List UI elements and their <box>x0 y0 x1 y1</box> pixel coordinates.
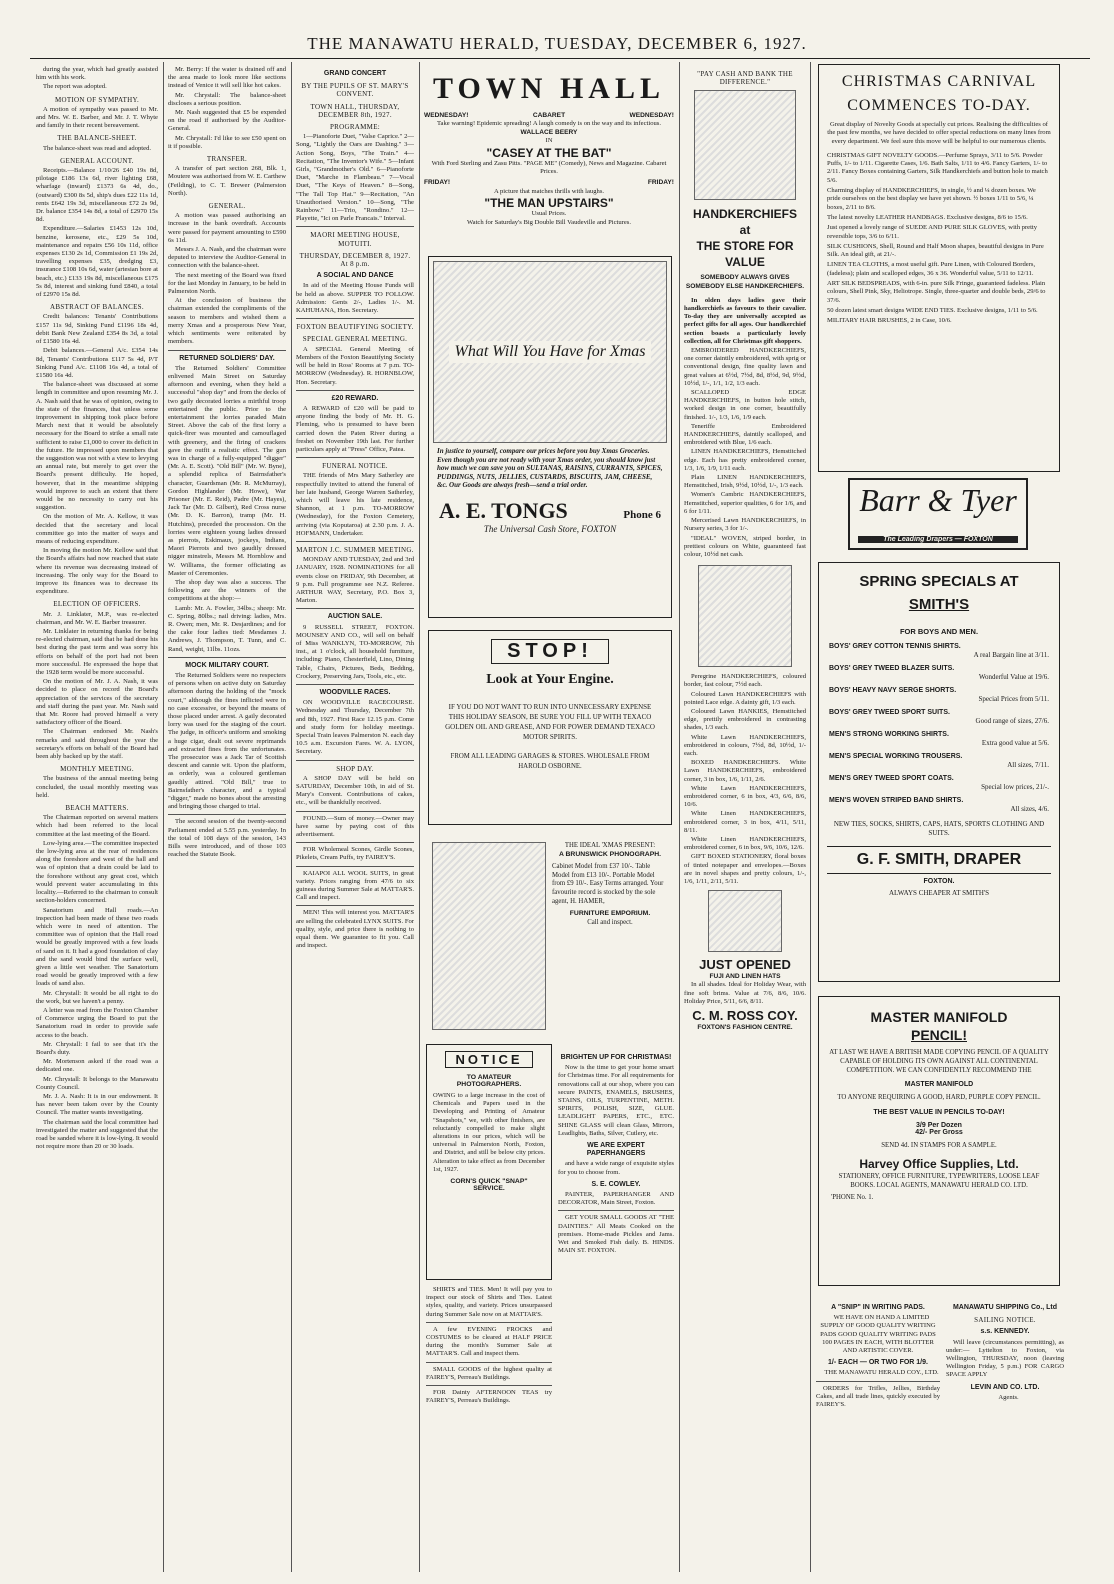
spring-item-name: MEN'S WOVEN STRIPED BAND SHIRTS. <box>829 797 964 804</box>
article-paragraph: A transfer of part section 268, Blk. 1, Moutere was authorised from W. E. Carthew (Feilding), to C. T. Brewer (Palmerston North). <box>168 165 286 197</box>
spring-item-price: All sizes, 7/11. <box>1007 761 1049 769</box>
wednesday-label: WEDNESDAY! <box>629 112 674 119</box>
ad-text: A SHOP DAY will be held on SATURDAY, December 10th, in aid of St. Mary's Convent. Contributions of cakes, etc., will be thankfully received. <box>296 774 414 807</box>
olden-text: In olden days ladies gave their handkerchiefs as favours to their cavalier. To-day they are universally accepted as perfect gifts for all ages. Our handkerchief section boasts a particularly lovely collection, all for Christmas gift shoppers. <box>684 296 806 345</box>
ad-text: THE friends of Mrs Mary Satherley are respectfully invited to attend the funeral of her late husband, George Warren Satherley, which will leave his late residence, Shannon, at 1 p.m. TO-MORROW (Wednesday), for the Foxton Cemetery, arriving (via Koputaroa) at 2.30 p.m. J. A. HOFMANN, Undertaker. <box>296 472 414 537</box>
carnival-item: ART SILK BEDSPREADS, with 6-in. pure Silk Fringe, guaranteed fadeless. Plain colours, Shell Pink, Sky, Heliotrope. Single, three-quarter and double beds, 29/6 to 37/6. <box>827 280 1046 304</box>
carnival-item: MILITARY HAIR BRUSHES, 2 in Case, 10/6. <box>827 317 952 325</box>
price-dozen: 3/9 Per Dozen <box>916 1122 962 1130</box>
barr-tyer-logo <box>848 478 1028 550</box>
section-heading: GENERAL ACCOUNT. <box>60 156 134 165</box>
ad-text: SHIRTS and TIES. Men! It will pay you to inspect our stock of Shirts and Ties. Latest styles, quality, and variety. Prices unsurpassed during Summer Sale now on at MATTAR'S. <box>426 1286 552 1318</box>
divider <box>296 457 414 458</box>
ad-text: Will leave (circumstances permitting), as under:— Lyttelton to Foxton, via Wellington, THURSDAY, noon (leaving Wellington Friday, 5 p.m.) FOR CARGO SPACE APPLY <box>946 1338 1064 1379</box>
ad-subheading: THURSDAY, DECEMBER 8, 1927. At 8 p.m. <box>299 251 411 269</box>
article-paragraph: Expenditure.—Salaries £1453 12s 10d, benzine, kerosene, etc., £29 5s 10d, maintenance and repairs £56 10s 11d, office expenses £130 2s 1d, Commission £1 19s 2d, travelling expenses £35, dredging £3, insurance £108 10s 6d, water (artesian bore at beach, etc.) £133 19s 8d, miscellaneous £175 5s 8d, interest and sinking fund £840, a total of £2970 15s 8d. <box>36 225 158 299</box>
xmas-banner: What Will You Have for Xmas <box>449 341 652 363</box>
ad-text: SMALL GOODS of the highest quality at FAIREY'S, Perreau's Buildings. <box>426 1365 552 1381</box>
harvey-name: Harvey Office Supplies, Ltd. <box>859 1157 1019 1172</box>
value-label: VALUE <box>725 255 765 270</box>
ad-text: and have a wide range of exquisite styles for you to choose from. <box>558 1160 674 1176</box>
hanky-heading: HANDKERCHIEFS <box>692 207 797 222</box>
phonograph-ad <box>428 838 672 1034</box>
carnival-text: Great display of Novelty Goods at specially cut prices. Realising the difficulties of the past few months, we have decided to offer special reductions on many lines from every department. We feel sure this move will be helpful to our numerous clients. <box>827 121 1051 145</box>
phonograph-copy <box>552 842 668 927</box>
texaco-ad <box>428 630 672 825</box>
spring-title-1: SPRING SPECIALS AT <box>859 573 1019 590</box>
fuji-hats: FUJI AND LINEN HATS <box>709 973 781 981</box>
article-paragraph: Mr. Chrystall: It belongs to the Manawatu County Council. <box>36 1075 158 1091</box>
ad-heading: £20 REWARD. <box>331 394 379 402</box>
spring-item <box>829 796 1049 814</box>
article-paragraph: Mr. Chrystall: I fail to see that it's the Board's duty. <box>36 1040 158 1056</box>
stop-from: FROM ALL LEADING GARAGES & STORES. WHOLESALE FROM HAROLD OSBORNE. <box>450 753 650 770</box>
carnival-list <box>819 146 1059 332</box>
divider <box>296 842 414 843</box>
section-heading: ABSTRACT OF BALANCES. <box>50 303 144 312</box>
carnival-item: Charming display of HANDKERCHIEFS, in single, ½ and ¼ dozen boxes. We pride ourselves on the best display we have yet shown. ½ boxes 1/11 to 5/6, ¼ boxes, 2/11 to 8/6. <box>827 187 1036 211</box>
spring-item-price: Good range of sizes, 27/6. <box>975 717 1049 725</box>
article-paragraph: during the year, which had greatly assisted him with his work. <box>36 66 158 82</box>
divider <box>296 318 414 319</box>
ad-text: FOR Wholemeal Scones, Girdle Scones, Pikelets, Cream Puffs, try FAIREY'S. <box>296 846 414 862</box>
article-paragraph: The balance-sheet was discussed at some length in committee and upon resuming Mr. J. A. Nash said that he was of opinion, owing to the state of the finances, that unless some improvement in shipping took place before March next that it would be absolutely necessary for the Board to strike a small rate sufficient to raise £1,000 to cover its deficit in the future. He impressed upon members that the suggestion was not with a view to levying an annual rate, but merely to get over the Board's present difficulty. He hoped, however, that in the meantime shipping would improve to such an extent that there would be no necessity to carry out his suggestion. <box>36 381 158 512</box>
divider <box>168 814 286 815</box>
ad-subheading: SAILING NOTICE. <box>974 1316 1036 1325</box>
ad-text: KAIAPOI ALL WOOL SUITS, in great variety. Prices ranging from 47/6 to six guineas during Summer Sale at MATTAR'S. Call and inspect. <box>296 869 414 902</box>
divider <box>426 1362 552 1363</box>
town-hall-ad <box>424 66 674 246</box>
divider <box>168 350 286 351</box>
tongs-name: A. E. TONGS <box>439 497 568 523</box>
article-paragraph: Mr. Chrystall: I'd like to see £50 spent on it if possible. <box>168 134 286 150</box>
ad-heading: S. E. COWLEY. <box>591 1180 641 1188</box>
ad-text: In aid of the Meeting House Funds will be held as above. SUPPER TO FOLLOW. Admission: Gents 2/-, Ladies 1/-. M. KAHUHANA, Hon. Secretary. <box>296 282 414 315</box>
article-paragraph: The second session of the twenty-second Parliament ended at 5.55 p.m. yesterday. In the total of 108 days of the session, 143 Bills were introduced, and of those 103 reached the Statute Book. <box>168 818 286 859</box>
article-paragraph: The Returned Soldiers' Committee enlivened Main Street on Saturday afternoon and evening, when they held a successful "shop day" and from the decks of two gaily decorated lorries a mirthful troop entertained the public. Prior to the entertainment the lorries paraded Main Street. Above the cab of the first lorry a quick-firer was mounted and camouflaged with greenery, and the firing of crackers gave the outfit a realistic effect. The gun was in charge of a fully-equipped "digger" (Mr. A. E. Scott). "Old Bill" (Mr. W. Byne), a splendid replica of Bairnsfather's character, Guardsman (Mr. R. McMurray), Gordon Highlander (Mr. Howe), War Prisoner (Mr. E. Reid), Padre (Mr. Hayes), Jack Tar (Mr. D. Gilbert), Red Cross nurse (Mr. D. K. Barron), tramp (Mr. H. Hutchins), preceded the procession. On the lorries were eighteen young ladies dressed as pierrots, Eskimaux, jockeys, Indians, Maori Pierrots and two gaudily dressed nigger minstrels, Messrs M. Hornblow and W. Williams, the former officiating as Master of Ceremonies. <box>168 364 286 577</box>
tongs-text: In justice to yourself, compare our prices before you buy Xmas Groceries. Even though you are not ready with your Xmas order, you should know just how much we can save you on SULTANAS, RAISINS, CURRANTS, SPICES, PUDDINGS, NUTS, JELLIES, CUSTARDS, BISCUITS, JAM, CHEESE, &c. Our Goods are always fresh—send a trial order. <box>437 447 663 490</box>
ad-subheading: PROGRAMME: <box>329 123 381 132</box>
article-paragraph: The Chairman reported on several matters which had been referred to the local committee at the last meeting of the Board. <box>36 814 158 838</box>
master-title-1: MASTER MANIFOLD <box>870 1009 1008 1025</box>
spring-item-name: BOYS' HEAVY NAVY SERGE SHORTS. <box>829 687 957 694</box>
article-paragraph: The report was adopted. <box>43 83 107 91</box>
carnival-item: CHRISTMAS GIFT NOVELTY GOODS.—Perfume Sprays, 3/11 to 5/6. Powder Puffs, 1/- to 1/11. Cigarette Cases, 1/6. Bath Salts, 1/11 to 4/6. Fancy Garters, 1/- to 2/11. Fancy Boxes containing Garters, Silk Handkerchiefs and button hole to match 5/6. <box>827 151 1048 184</box>
for-boys: FOR BOYS AND MEN. <box>899 627 979 636</box>
spring-item <box>829 664 1049 682</box>
carnival-ad <box>818 64 1060 472</box>
ad-heading: GRAND CONCERT <box>323 70 387 77</box>
in-label: IN <box>545 137 553 145</box>
article-paragraph: The balance-sheet was read and adopted. <box>43 144 152 152</box>
ad-text: Agents. <box>998 1393 1019 1401</box>
ad-text: GET YOUR SMALL GOODS AT "THE DAINTIES." All Meats Cooked on the premises. Home-made Pickles and Jams. Wet and Smoked Fish daily. B. HINDS. MAIN ST. FOXTON. <box>558 1214 674 1255</box>
article-headline: MOCK MILITARY COURT. <box>185 661 269 669</box>
carnival-item: Just opened a lovely range of SUEDE AND PURE SILK GLOVES, with pretty reversible tops, 3/6 to 6/11. <box>827 224 1038 240</box>
hanky-item: LINEN HANDKERCHIEFS, Hemstitched edge. Each has pretty embroidered corner, 1/3, 1/6, 1/9, 1/11 each. <box>684 448 806 472</box>
section-heading: GENERAL. <box>208 202 246 211</box>
wednesday-row <box>424 112 674 120</box>
ad-subheading: SPECIAL GENERAL MEETING. <box>302 335 408 344</box>
notice-heading: TO AMATEUR PHOTOGRAPHERS. <box>456 1074 522 1088</box>
spring-item-name: MEN'S STRONG WORKING SHIRTS. <box>829 731 949 738</box>
smith-foxton: FOXTON. <box>923 878 955 885</box>
article-paragraph: Debit balances.—General A/c. £354 14s 8d, Tenants' Contributions £117 5s 4d, P/T Sinking Fund A/c. £1108 16s 4d, a total of £1580 16s 4d. <box>36 347 158 379</box>
ross-sub: FOXTON'S FASHION CENTRE. <box>697 1024 793 1031</box>
spring-item <box>829 752 1049 770</box>
phono-emporium: FURNITURE EMPORIUM. <box>569 910 651 918</box>
spring-list <box>819 636 1059 814</box>
carnival-item: SILK CUSHIONS, Shell, Round and Half Moon shapes, beautiful designs in Pure Silk. An ideal gift, at 21/-. <box>827 242 1044 259</box>
carnival-item: LINEN TEA CLOTHS, a most useful gift. Pure Linen, with Coloured Borders, (fadeless); plain and scalloped edges, 36 x 36. Wonderful value, 5/11 to 12/11. <box>827 261 1036 277</box>
ad-heading: AUCTION SALE. <box>327 613 383 621</box>
spring-item-name: MEN'S GREY TWEED SPORT COATS. <box>829 775 954 782</box>
ad-text: Now is the time to get your home smart for Christmas time. For all requirements for renovations call at our shop, where you can secure PAINTS, ENAMELS, BRUSHES, STAINS, OILS, TURPENTINE, METH. SPIRITS, POLISH, SIZE, GLUE. LEADLIGHT PAPERS, ETC., ETC. SHINE GLASS will clean Glass, Mirrors, Leadlights, Baths, Silver, Cutlery, etc. <box>558 1064 674 1137</box>
article-column-1 <box>36 66 158 1572</box>
friday-label: FRIDAY! <box>424 179 451 187</box>
hanky-item: Plain LINEN HANDKERCHIEFS, Hemstitched, Irish, 9½d, 10½d, 1/-, 1/3 each. <box>684 474 806 490</box>
carnival-item: 50 dozen latest smart designs WIDE END TIES. Exclusive designs, 1/11 to 5/6. <box>827 306 1038 314</box>
ad-text: A REWARD of £20 will be paid to anyone finding the body of Mr. H. G. Fleming, who is presumed to have been carried down the Paten River during a freshet on November 19th last. For further particulars apply at "Press" Office, Patea. <box>296 404 414 453</box>
column-rule <box>810 62 811 1572</box>
spring-title-2: SMITH'S <box>908 596 970 613</box>
hanky-item: GIFT BOXED STATIONERY, floral boxes of tinted notepaper and envelopes.—Boxes are in novel shapes and pretty colours, 1/-, 1/6, 1/11, 2/11, 5/11. <box>684 853 806 885</box>
article-paragraph: The next meeting of the Board was fixed for the last Monday in January, to be held in Palmerston North. <box>168 271 286 296</box>
master-text-2: TO ANYONE REQUIRING A GOOD, HARD, PURPLE COPY PENCIL. <box>837 1094 1041 1102</box>
ad-subheading: BY THE PUPILS OF ST. MARY'S CONVENT. <box>301 82 409 99</box>
carnival-title-2: COMMENCES TO-DAY. <box>847 97 1031 114</box>
ad-text: MONDAY AND TUESDAY, 2nd and 3rd JANUARY, 1928. NOMINATIONS for all events close on FRIDAY, 9th December, at 9 p.m. Full programme see N.Z. Referee. ARTHUR WAY, Secretary, P.O. Box 3, Marton. <box>296 556 414 605</box>
ad-subheading: MARTON J.C. SUMMER MEETING. <box>296 545 414 554</box>
section-heading: BEACH MATTERS. <box>65 804 129 813</box>
ad-text: WE HAVE ON HAND A LIMITED SUPPLY OF GOOD QUALITY WRITING PADS GOOD QUALITY WRITING PADS 100 PAGES IN EACH, WITH BLOTTER AND ARTISTIC COVER. <box>820 1314 936 1355</box>
xmas-illustration <box>433 261 667 443</box>
hanky-item: Teneriffe Embroidered HANDKERCHIEFS, daintily scalloped, and embroidered with Blue, 1/6 each. <box>684 422 806 447</box>
smith-name: G. F. SMITH, DRAPER <box>827 846 1051 874</box>
watch-text: Watch for Saturday's Big Double Bill Vaudeville and Pictures. <box>466 218 632 226</box>
handkerchief-illustration <box>698 565 792 667</box>
hanky-item: White Lawn HANDKERCHIEFS, embroidered corner, 6 in box, 4/3, 6/6, 8/6, 10/6. <box>684 784 806 809</box>
divider <box>296 811 414 812</box>
casey-title: "CASEY AT THE BAT" <box>486 145 612 160</box>
send-stamps: SEND 4d. IN STAMPS FOR A SAMPLE. <box>881 1142 997 1150</box>
notice-text: OWING to a large increase in the cost of Chemicals and Papers used in the Developing and Printing of Amateur "Snapshots," we, with other finishers, are reluctantly compelled to make slight alterations in our prices, which will be universal in Palmerston North, Foxton, and District, and still be below city prices. Alteration to take effect as from December 1st, 1927. <box>433 1092 545 1173</box>
article-paragraph: In moving the motion Mr. Kellow said that the Board's affairs had now reached that state where its revenue was decreasing instead of increasing. The only way for the Board to improve its finances was to decrease its expenditure. <box>36 547 158 596</box>
ad-text: ON WOODVILLE RACECOURSE. Wednesday and Thursday, December 7th and 8th, 1927. First Race 12.15 p.m. Come and study form for holiday meetings. Special Train leaves Palmerston N. each day 10.5 a.m. Excursion Fares. W. A. LYON, Secretary. <box>296 699 414 756</box>
wallace-beery: WALLACE BEERY <box>520 128 578 136</box>
ad-text: MEN! This will interest you. MATTAR'S are selling the celebrated LYNX SUITS. For quality, style, and price there is nothing to equal them. We guarantee to fit you. Call and inspect. <box>296 909 414 950</box>
column-rule <box>163 62 164 1572</box>
hanky-item: Women's Cambric HANDKERCHIEFS, Hemstitched, superior qualities, 6 for 1/6, and 6 for 1/11. <box>684 491 806 515</box>
divider <box>296 684 414 685</box>
spring-item-price: Wonderful Value at 19/6. <box>978 673 1049 681</box>
snip-ad-column <box>816 1300 940 1576</box>
article-paragraph: On the motion of Mr. A. Kellow, it was decided that the secretary and local committee go into the matter of ways and means of reducing expenditure. <box>36 513 158 545</box>
ad-subheading: SHOP DAY. <box>336 764 374 773</box>
ad-subheading: FUNERAL NOTICE. <box>322 462 388 471</box>
divider <box>296 226 414 227</box>
divider <box>296 905 414 906</box>
usual-prices: Usual Prices. <box>531 210 567 218</box>
santa-illustration <box>694 90 796 200</box>
article-paragraph: Mr. Linklater in returning thanks for being re-elected chairman, said that he had done his best during the past term and was sorry his efforts on behalf of the port had not been more successful. He expressed the hope that the 1928 term would be more successful. <box>36 628 158 677</box>
article-paragraph: A motion was passed authorising an increase in the bank overdraft. Accounts were passed for payment amounting to £590 6s 11d. <box>168 212 286 244</box>
phonograph-illustration <box>432 842 546 1030</box>
ross-name: C. M. ROSS COY. <box>692 1008 798 1023</box>
ad-heading: BRIGHTEN UP FOR CHRISTMAS! <box>560 1054 672 1061</box>
spring-item-price: Special Prices from 5/11. <box>978 695 1049 703</box>
town-hall-title: TOWN HALL <box>433 72 665 105</box>
spring-item-name: BOYS' GREY TWEED BLAZER SUITS. <box>829 665 955 672</box>
cabaret-label: CABARET <box>532 112 566 119</box>
spring-item <box>829 730 1049 748</box>
column-rule <box>291 62 292 1572</box>
article-paragraph: The shop day was also a success. The following are the winners of the competitions at the shop:— <box>168 578 286 603</box>
harvey-sub: STATIONERY, OFFICE FURNITURE, TYPEWRITERS, LOOSE LEAF BOOKS. LOCAL AGENTS, MANAWATU HERALD CO. LTD. <box>838 1173 1040 1189</box>
divider <box>296 866 414 867</box>
somebody-tagline: SOMEBODY ALWAYS GIVES SOMEBODY ELSE HANDKERCHIEFS. <box>685 274 805 290</box>
price-gross: 42/- Per Gross <box>915 1129 963 1137</box>
hanky-item: Coloured Lawn HANDKERCHIEFS with pointed Lace edge. A dainty gift, 1/3 each. <box>684 690 806 706</box>
divider <box>426 1385 552 1386</box>
spring-item <box>829 642 1049 660</box>
at-label: at <box>739 223 751 238</box>
friday-label: FRIDAY! <box>647 179 674 187</box>
divider <box>816 1381 940 1382</box>
article-paragraph: The chairman said the local committee had investigated the matter and suggested that the road be sanded where it is low-lying. It would not require more than 20 or 30 loads. <box>36 1118 158 1151</box>
article-paragraph: Mr. Berry: If the water is drained off and the area made to look more like sections instead of Venice it will sell like hot cakes. <box>168 66 286 90</box>
hanky-item: Coloured Lawn HANKIES, Hemstitched edge, prettily embroidered in contrasting shades, 1/3 each. <box>684 707 806 732</box>
ad-heading: 1/- EACH — OR TWO FOR 1/9. <box>828 1359 928 1367</box>
article-paragraph: Mr. Chrystall: The balance-sheet discloses a serious position. <box>168 91 286 107</box>
article-paragraph: Mr. Mortenson asked if the road was a dedicated one. <box>36 1058 158 1074</box>
phono-call: Call and inspect. <box>587 918 633 926</box>
ad-heading: A SOCIAL AND DANCE <box>316 272 394 280</box>
masthead-rule <box>30 58 1090 59</box>
wednesday-label: WEDNESDAY! <box>424 112 469 119</box>
article-paragraph: Mr. Nash suggested that £5 be expended on the road if authorised by the Auditor-General. <box>168 109 286 133</box>
hanky-item: BOXED HANDKERCHIEFS. White Lawn HANDKERCHIEFS, embroidered corner, 3 in box, 1/6, 1/11, 2/6. <box>684 759 806 783</box>
spring-item-price: Extra good value at 5/6. <box>981 739 1049 747</box>
section-heading: THE BALANCE-SHEET. <box>57 134 137 143</box>
ad-text: A SPECIAL General Meeting of Members of the Foxton Beautifying Society will be held in Ross' Rooms at 7 p.m. TO-MORROW (Wednesday). R. HORNBLOW, Hon. Secretary. <box>296 345 414 386</box>
fuji-text: In all shades. Ideal for Holiday Wear, with fine soft brims. Value at 7/6, 8/6, 10/6. Holiday Price, 5/11, 6/6, 8/11. <box>684 981 806 1005</box>
article-paragraph: Mr. J. A. Nash: It is in our endowment. It has never been taken over by the County Council. The matter wants investigating. <box>36 1092 158 1117</box>
spring-item-name: MEN'S SPECIAL WORKING TROUSERS. <box>829 753 963 760</box>
divider <box>426 1322 552 1323</box>
just-opened: JUST OPENED <box>699 957 791 973</box>
tongs-sub: The Universal Cash Store, FOXTON <box>483 523 617 534</box>
ad-subheading: TOWN HALL, THURSDAY, DECEMBER 8th, 1927. <box>310 102 400 119</box>
cabaret-text: Take warning! Epidemic spreading! A laugh comedy is on the way and its infectious. <box>436 120 662 128</box>
carnival-item: The latest novelty LEATHER HANDBAGS. Exclusive designs, 8/6 to 15/6. <box>827 213 1028 221</box>
ad-text: 1—Pianoforte Duet, "Valse Caprice." 2—Song, "Lightly the Oars are Dashing." 3—Action Song, Boys, "The Train." 4—Recitation, "The Inventor's Wife." 5—Infant Girls, "Grandmother's Old." 6—Pianoforte Duet, "Marche in Flambeau." 7—Vocal Duet, "The Keys of Heaven." 8—Song, "The Tall Top Hat." 9—Recitation, "An Unauthorised Version." 10—Song, "The Rainbow." 11—Trio, "Rondino." 12—Playette, "Ici on Parle Francais." Interval. <box>296 133 414 223</box>
phono-text: Cabinet Model from £37 10/-. Table Model from £13 10/-. Portable Model from £9 10/-. Easy Terms arranged. Your favourite record is stocked by the sole agent, H. HAMER, <box>552 863 664 905</box>
corn-service: CORN'S QUICK "SNAP" SERVICE. <box>450 1178 528 1193</box>
hanky-item: EMBROIDERED HANDKERCHIEFS, one corner daintily embroidered, with sprig or conventional design, fine quality lawn and great values at 6½d, 7½d, 8d, 8½d, 9d, 9½d, 10½d, 1/-, 1/1, 1/2, 1/3 each. <box>684 347 806 387</box>
article-paragraph: A letter was read from the Foxton Chamber of Commerce urging the Board to put the Sanatorium road in order to provide safe access to the beach. <box>36 1006 158 1039</box>
article-paragraph: On the motion of Mr. J. A. Nash, it was decided to place on record the Board's appreciation of the services of the secretary and staff during the past year. Mr. Nash said that Mr. Roore had proved himself a very satisfactory officer of the Board. <box>36 678 158 727</box>
cowley-column <box>558 1050 674 1576</box>
article-paragraph: The Chairman endorsed Mr. Nash's remarks and said throughout the year the secretary's efforts on behalf of the Board had been ably backed up by the staff. <box>36 728 158 761</box>
ad-text: ORDERS for Trifles, Jellies, Birthday Cakes, and all trade lines, quickly executed by FAIREY'S. <box>816 1384 940 1409</box>
section-heading: TRANSFER. <box>206 155 248 164</box>
engine-title: Look at Your Engine. <box>486 672 614 687</box>
new-ties: NEW TIES, SOCKS, SHIRTS, CAPS, HATS, SPORTS CLOTHING AND SUITS. <box>833 820 1045 837</box>
classifieds-column <box>296 66 414 1572</box>
photo-notice-ad <box>426 1044 552 1280</box>
ad-heading: WE ARE EXPERT PAPERHANGERS <box>586 1142 646 1158</box>
hanky-item: White Linen HANDKERCHIEFS, embroidered corner, 3 in box, 4/11, 5/11, 8/11. <box>684 810 806 834</box>
tongs-name-row <box>429 490 671 524</box>
best-value: THE BEST VALUE IN PENCILS TO-DAY! <box>873 1109 1005 1117</box>
article-headline: RETURNED SOLDIERS' DAY. <box>179 354 275 362</box>
hanky-item: Mercerised Lawn HANDKERCHIEFS, in Nursery series, 3 for 1/-. <box>684 517 806 533</box>
ad-text: 9 RUSSELL STREET, FOXTON. MOUNSEY AND CO., will sell on behalf of Miss WANKLYN, TO-MORROW, 7th inst., at 1 o'clock, all household furniture, including: Piano, Chesterfield, Lino, Dining Table, Chairs, Pictures, Beds, Bedding, Crockery, Preserving Jars, Tools, etc., etc. <box>296 623 414 680</box>
barr-tyer-sub: The Leading Drapers — FOXTON <box>858 536 1018 543</box>
section-heading: MONTHLY MEETING. <box>60 765 134 774</box>
master-title-2: PENCIL! <box>911 1027 967 1043</box>
divider <box>296 390 414 391</box>
article-paragraph: Messrs J. A. Nash, and the chairman were deputed to interview the Auditor-General in connection with the balance-sheet. <box>168 246 286 270</box>
upstairs-pre: A picture that matches thrills with laughs. <box>493 187 605 195</box>
friday-row <box>424 179 674 187</box>
ad-text: FOUND.—Sum of money.—Owner may have same by paying cost of this advertisement. <box>296 814 414 839</box>
ad-heading: A "SNIP" IN WRITING PADS. <box>831 1304 925 1311</box>
masthead: THE MANAWATU HERALD, TUESDAY, DECEMBER 6, 1927. <box>307 34 807 53</box>
master-name: MASTER MANIFOLD <box>904 1081 974 1089</box>
ad-subheading: FOXTON BEAUTIFYING SOCIETY. <box>296 323 414 332</box>
hanky-item: White Lawn HANDKERCHIEFS, embroidered in colours, 7½d, 8d, 10½d, 1/- each. <box>684 733 806 757</box>
upstairs-title: "THE MAN UPSTAIRS" <box>484 196 614 211</box>
article-paragraph: At the conclusion of business the chairman extended the compliments of the season to members and wished them a merry Xmas and a prosperous New Year, which sentiments were reiterated by members. <box>168 297 286 346</box>
article-paragraph: Mr. Chrystall: It would be all right to do the work, but we haven't a penny. <box>36 989 158 1005</box>
smith-cheaper: ALWAYS CHEAPER AT SMITH'S <box>888 889 990 897</box>
spring-item <box>829 708 1049 726</box>
article-paragraph: The Returned Soldiers were no respecters of persons when on active duty on Saturday afternoon during the holding of the "mock court," although the fines inflicted were in no case excessive, or beyond the means of those placed under arrest. A gaily decorated lorry was used for the staging of the court. The judge, in officer's uniform and smoking a huge cigar, dealt out severe reprimands and extracted fines from the unfortunates. The prosecutor was a Jack Tar of Scottish descent and cannie wit. Upon the platform, as orderly, was a coloured gentleman gaudily attired. "Old Bill," true to Bairnsfather's character, and a typical "digger," made no bones about the arresting and bringing those charged to trial. <box>168 672 286 811</box>
article-paragraph: Low-lying area.—The committee inspected the low-lying area at the rear of residences along the foreshore and west of the hall and was of opinion that a drain could be laid to the foreshore without any great cost, which would prevent water accumulating in this locality.—Referred to the chairman to consult section-holders concerned. <box>36 839 158 905</box>
master-text: AT LAST WE HAVE A BRITISH MADE COPYING PENCIL OF A QUALITY CAPABLE OF HOLDING ITS OWN AGAINST ALL CONTINENTAL COMPETITION. WE CAN CONFIDENTLY RECOMMEND THE <box>829 1049 1049 1074</box>
spring-item <box>829 686 1049 704</box>
carnival-title-1: CHRISTMAS CARNIVAL <box>841 73 1037 90</box>
stop-text: IF YOU DO NOT WANT TO RUN INTO UNNECESSARY EXPENSE THIS HOLIDAY SEASON, BE SURE YOU FILL UP WITH TEXACO GOLDEN OIL AND GREASE, AND FOR POWER DEMAND TEXACO MOTOR SPIRITS. <box>445 703 655 741</box>
article-paragraph: A motion of sympathy was passed to Mr. and Mrs. W. E. Barber, and Mr. J. T. Whyte and family in their recent bereavement. <box>36 105 158 130</box>
ad-text: FOR Dainty AFTERNOON TEAS try FAIREY'S, Perreau's Buildings. <box>426 1389 552 1405</box>
spring-item <box>829 774 1049 792</box>
divider <box>558 1210 674 1211</box>
barr-tyer-wordmark: Barr & Tyer <box>859 482 1017 518</box>
article-paragraph: Mr. J. Linklater, M.P., was re-elected chairman, and Mr. W. E. Barber treasurer. <box>36 610 158 626</box>
harvey-phone: 'PHONE No. 1. <box>831 1194 874 1202</box>
notice-title: NOTICE <box>445 1051 533 1068</box>
tongs-ad <box>428 256 672 618</box>
tongs-phone: Phone 6 <box>623 508 661 521</box>
spring-item-price: Special low prices, 21/-. <box>981 783 1049 791</box>
ad-heading: WOODVILLE RACES. <box>319 689 391 696</box>
article-paragraph: Lamb: Mr. A. Fowler, 34lbs.; sheep: Mr. C. Spring, 80lbs.; nail driving: ladies, Mrs. R. Owen; men, Mr. R. Desjardines; and for the cake four ladies tied: Mesdames J. Andrews, J. Thompson, T. Tunn, and C. Rand, weight, 11lbs. 11ozs. <box>168 604 286 653</box>
hanky-item: Peregrine HANDKERCHIEFS, coloured border, fast colour, 7½d each. <box>684 673 806 689</box>
ad-heading: LEVIN AND CO. LTD. <box>970 1383 1040 1391</box>
divider <box>168 657 286 658</box>
article-column-2 <box>168 66 286 1572</box>
article-paragraph: Credit balances: Tenants' Contributions £157 11s 9d, Sinking Fund £1196 18s 4d, debit Bank New Zealand £354 8s 3d, a total of £1580 16s 4d. <box>36 313 158 346</box>
section-heading: MOTION OF SYMPATHY. <box>54 95 140 104</box>
pay-cash-slogan: "PAY CASH AND BANK THE DIFFERENCE." <box>697 70 793 87</box>
spring-item-name: BOYS' GREY TWEED SPORT SUITS. <box>829 709 950 716</box>
ad-subheading: MAORI MEETING HOUSE, MOTUITI. <box>310 231 400 248</box>
ad-heading: MANAWATU SHIPPING Co., Ltd <box>952 1304 1058 1311</box>
article-paragraph: Sanatorium and Hall roads.—An inspection had been made of these two roads which were in need of attention. The committee was of opinion that the Hall road would be greatly improved with a few loads of sand on it. It had a good foundation of clay and the sand would bind the surface well, given a little wet weather. The Sanatorium road would be greatly improved with a few loads of sand also. <box>36 906 158 988</box>
column-rule <box>679 62 680 1572</box>
ross-ad-column <box>684 66 806 1572</box>
phono-heading: THE IDEAL 'XMAS PRESENT: <box>564 842 656 849</box>
store-label: THE STORE FOR <box>696 239 794 254</box>
article-paragraph: The business of the annual meeting being concluded, the usual monthly meeting was held. <box>36 775 158 799</box>
mattar-column <box>426 1286 552 1576</box>
hanky-item: SCALLOPED EDGE HANDKERCHIEFS, in button hole stitch, worked design in one corner, beautifully finished. 1/-, 1/3, 1/6, 1/9 each. <box>684 389 806 421</box>
spring-item-price: A real Bargain line at 3/11. <box>973 651 1049 659</box>
spring-item-price: All sizes, 4/6. <box>1010 805 1049 813</box>
ad-text: A few EVENING FROCKS and COSTUMES to be cleared at HALF PRICE during the month's Summer Sale at MATTAR'S. Call and inspect them. <box>426 1325 552 1358</box>
ad-text: THE MANAWATU HERALD COY., LTD. <box>824 1369 939 1377</box>
shipping-ad-column <box>946 1300 1064 1576</box>
divider <box>296 541 414 542</box>
stop-title: STOP! <box>491 639 609 664</box>
divider <box>296 760 414 761</box>
spring-item-name: BOYS' GREY COTTON TENNIS SHIRTS. <box>829 643 961 650</box>
section-heading: ELECTION OF OFFICERS. <box>53 600 141 609</box>
ad-text: PAINTER, PAPERHANGER AND DECORATOR, Main Street, Foxton. <box>558 1191 674 1207</box>
ad-heading: s.s. KENNEDY. <box>980 1328 1030 1336</box>
casey-sub: With Ford Sterling and Zasu Pitts. "PAGE ME" (Comedy), News and Magazine. Cabaret Prices. <box>431 159 667 176</box>
article-paragraph: Receipts.—Balance 1/10/26 £40 19s 8d, pilotage £186 13s 6d, river lighting £68, wharfage (inward) £1373 6s 4d, do., (outward) £300 8s 5d, ship's dues £22 11s 1d, rents £642 19s 3d, miscellaneous £72 2s 9d, Dr. balance £354 14s 8d, a total of £2970 15s 8d. <box>36 167 158 224</box>
divider <box>296 608 414 609</box>
hanky-item: "IDEAL" WOVEN, striped border, in prettiest colours on White, guaranteed fast colour, 10½d net cash. <box>684 534 806 558</box>
hat-illustration <box>708 890 782 952</box>
phono-name: A BRUNSWICK PHONOGRAPH. <box>558 850 662 858</box>
manifold-ad <box>818 996 1060 1286</box>
smith-ad <box>818 562 1060 982</box>
column-rule <box>419 62 420 1572</box>
hanky-item: White Linen HANDKERCHIEFS, embroidered corner, 6 in box, 9/6, 10/6, 12/6. <box>684 835 806 852</box>
